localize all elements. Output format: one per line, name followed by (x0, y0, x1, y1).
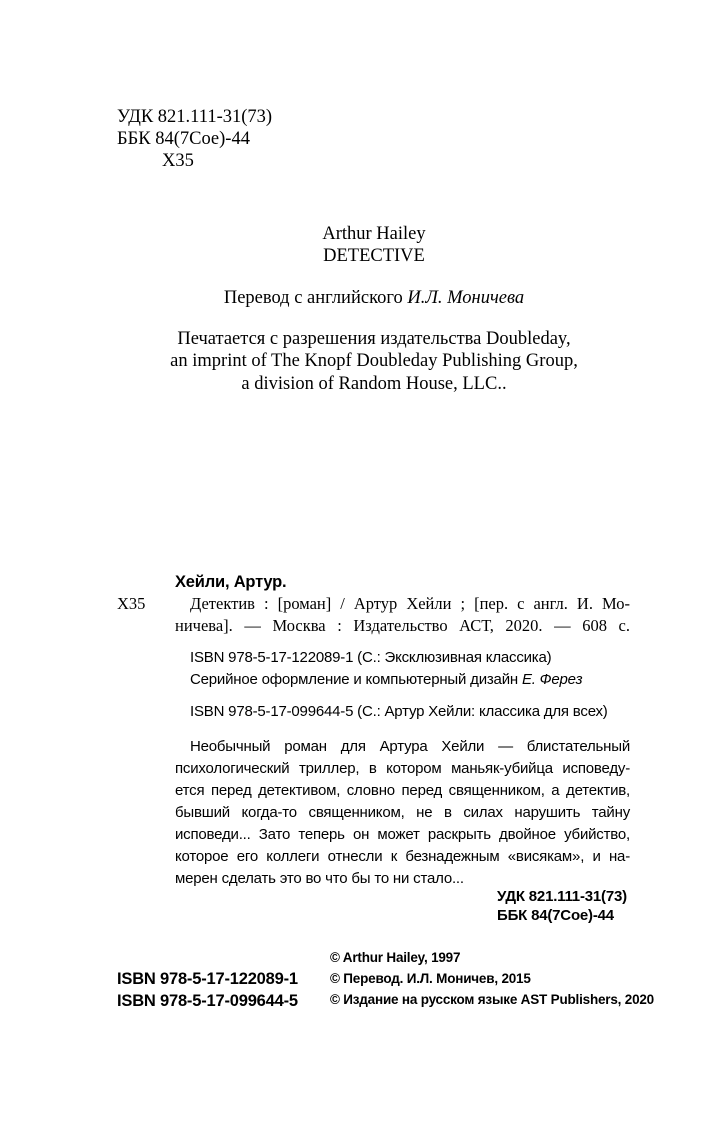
isbn-series-1: ISBN 978-5-17-122089-1 (С.: Эксклюзивная классика) (190, 649, 552, 666)
bbk-code: ББК 84(7Сое)-44 (117, 129, 250, 149)
udk-code: УДК 821.111-31(73) (117, 107, 273, 127)
description-line-2: ничева]. — Москва : Издательство АСТ, 2020. — 608 с. (175, 616, 630, 635)
permission-line-1: Печатается с разрешения издательства Doubleday, (177, 329, 571, 349)
catalog-mark: Х35 (117, 594, 146, 613)
permission-line-2: an imprint of The Knopf Doubleday Publishing Group, (170, 351, 578, 371)
designer-name: Е. Ферез (521, 671, 583, 688)
catalog-udk: УДК 821.111-31(73) (497, 888, 627, 905)
catalog-description (190, 593, 630, 615)
description-line-1: Детектив : [роман] / Артур Хейли ; [пер. с англ. И. Мо- (190, 594, 630, 613)
permission-line-3: a division of Random House, LLC.. (241, 374, 507, 394)
catalog-heading: Хейли, Артур. (175, 573, 287, 591)
catalog-bbk: ББК 84(7Сое)-44 (497, 907, 614, 924)
annotation-line-4 (175, 803, 630, 823)
annotation-line-1 (190, 737, 630, 757)
copyright-translation: © Перевод. И.Л. Моничев, 2015 (330, 971, 531, 986)
catalog-description-2 (175, 615, 630, 637)
annotation-line-2 (175, 759, 630, 779)
copyright-author: © Arthur Hailey, 1997 (330, 950, 461, 965)
annotation-line-6 (175, 847, 630, 867)
copyright-edition: © Издание на русском языке AST Publishers, 2020 (330, 992, 654, 1007)
translation-prefix: Перевод с английского (223, 288, 408, 308)
annotation-text-3: ется перед детективом, словно перед священником, а детектив, (175, 782, 630, 799)
translator-name: И.Л. Моничева (407, 288, 525, 308)
translation-credit (0, 287, 709, 309)
annotation-text-5: исповеди... Зато теперь он может раскрыть двойное убийство, (175, 826, 630, 843)
annotation-text-2: психологический триллер, в котором маньяк-убийца исповеду- (175, 760, 630, 777)
annotation-text-1: Необычный роман для Артура Хейли — блистательный (190, 738, 630, 755)
isbn-series-2: ISBN 978-5-17-099644-5 (С.: Артур Хейли: классика для всех) (190, 703, 608, 720)
original-title: DETECTIVE (323, 246, 425, 266)
author-mark: Х35 (162, 151, 194, 171)
annotation-line-3 (175, 781, 630, 801)
annotation-line-7: мерен сделать это во что бы то ни стало... (175, 870, 464, 887)
annotation-text-4: бывший когда-то священником, не в силах нарушить тайну (175, 804, 630, 821)
annotation-text-6: которое его коллеги отнесли к безнадежным «висякам», и на- (175, 848, 630, 865)
footer-isbn-2: ISBN 978-5-17-099644-5 (117, 992, 298, 1010)
design-prefix: Серийное оформление и компьютерный дизайн (190, 671, 522, 688)
footer-isbn-1: ISBN 978-5-17-122089-1 (117, 970, 298, 988)
annotation-line-5 (175, 825, 630, 845)
design-credit (190, 670, 582, 690)
original-author: Arthur Hailey (322, 224, 426, 244)
